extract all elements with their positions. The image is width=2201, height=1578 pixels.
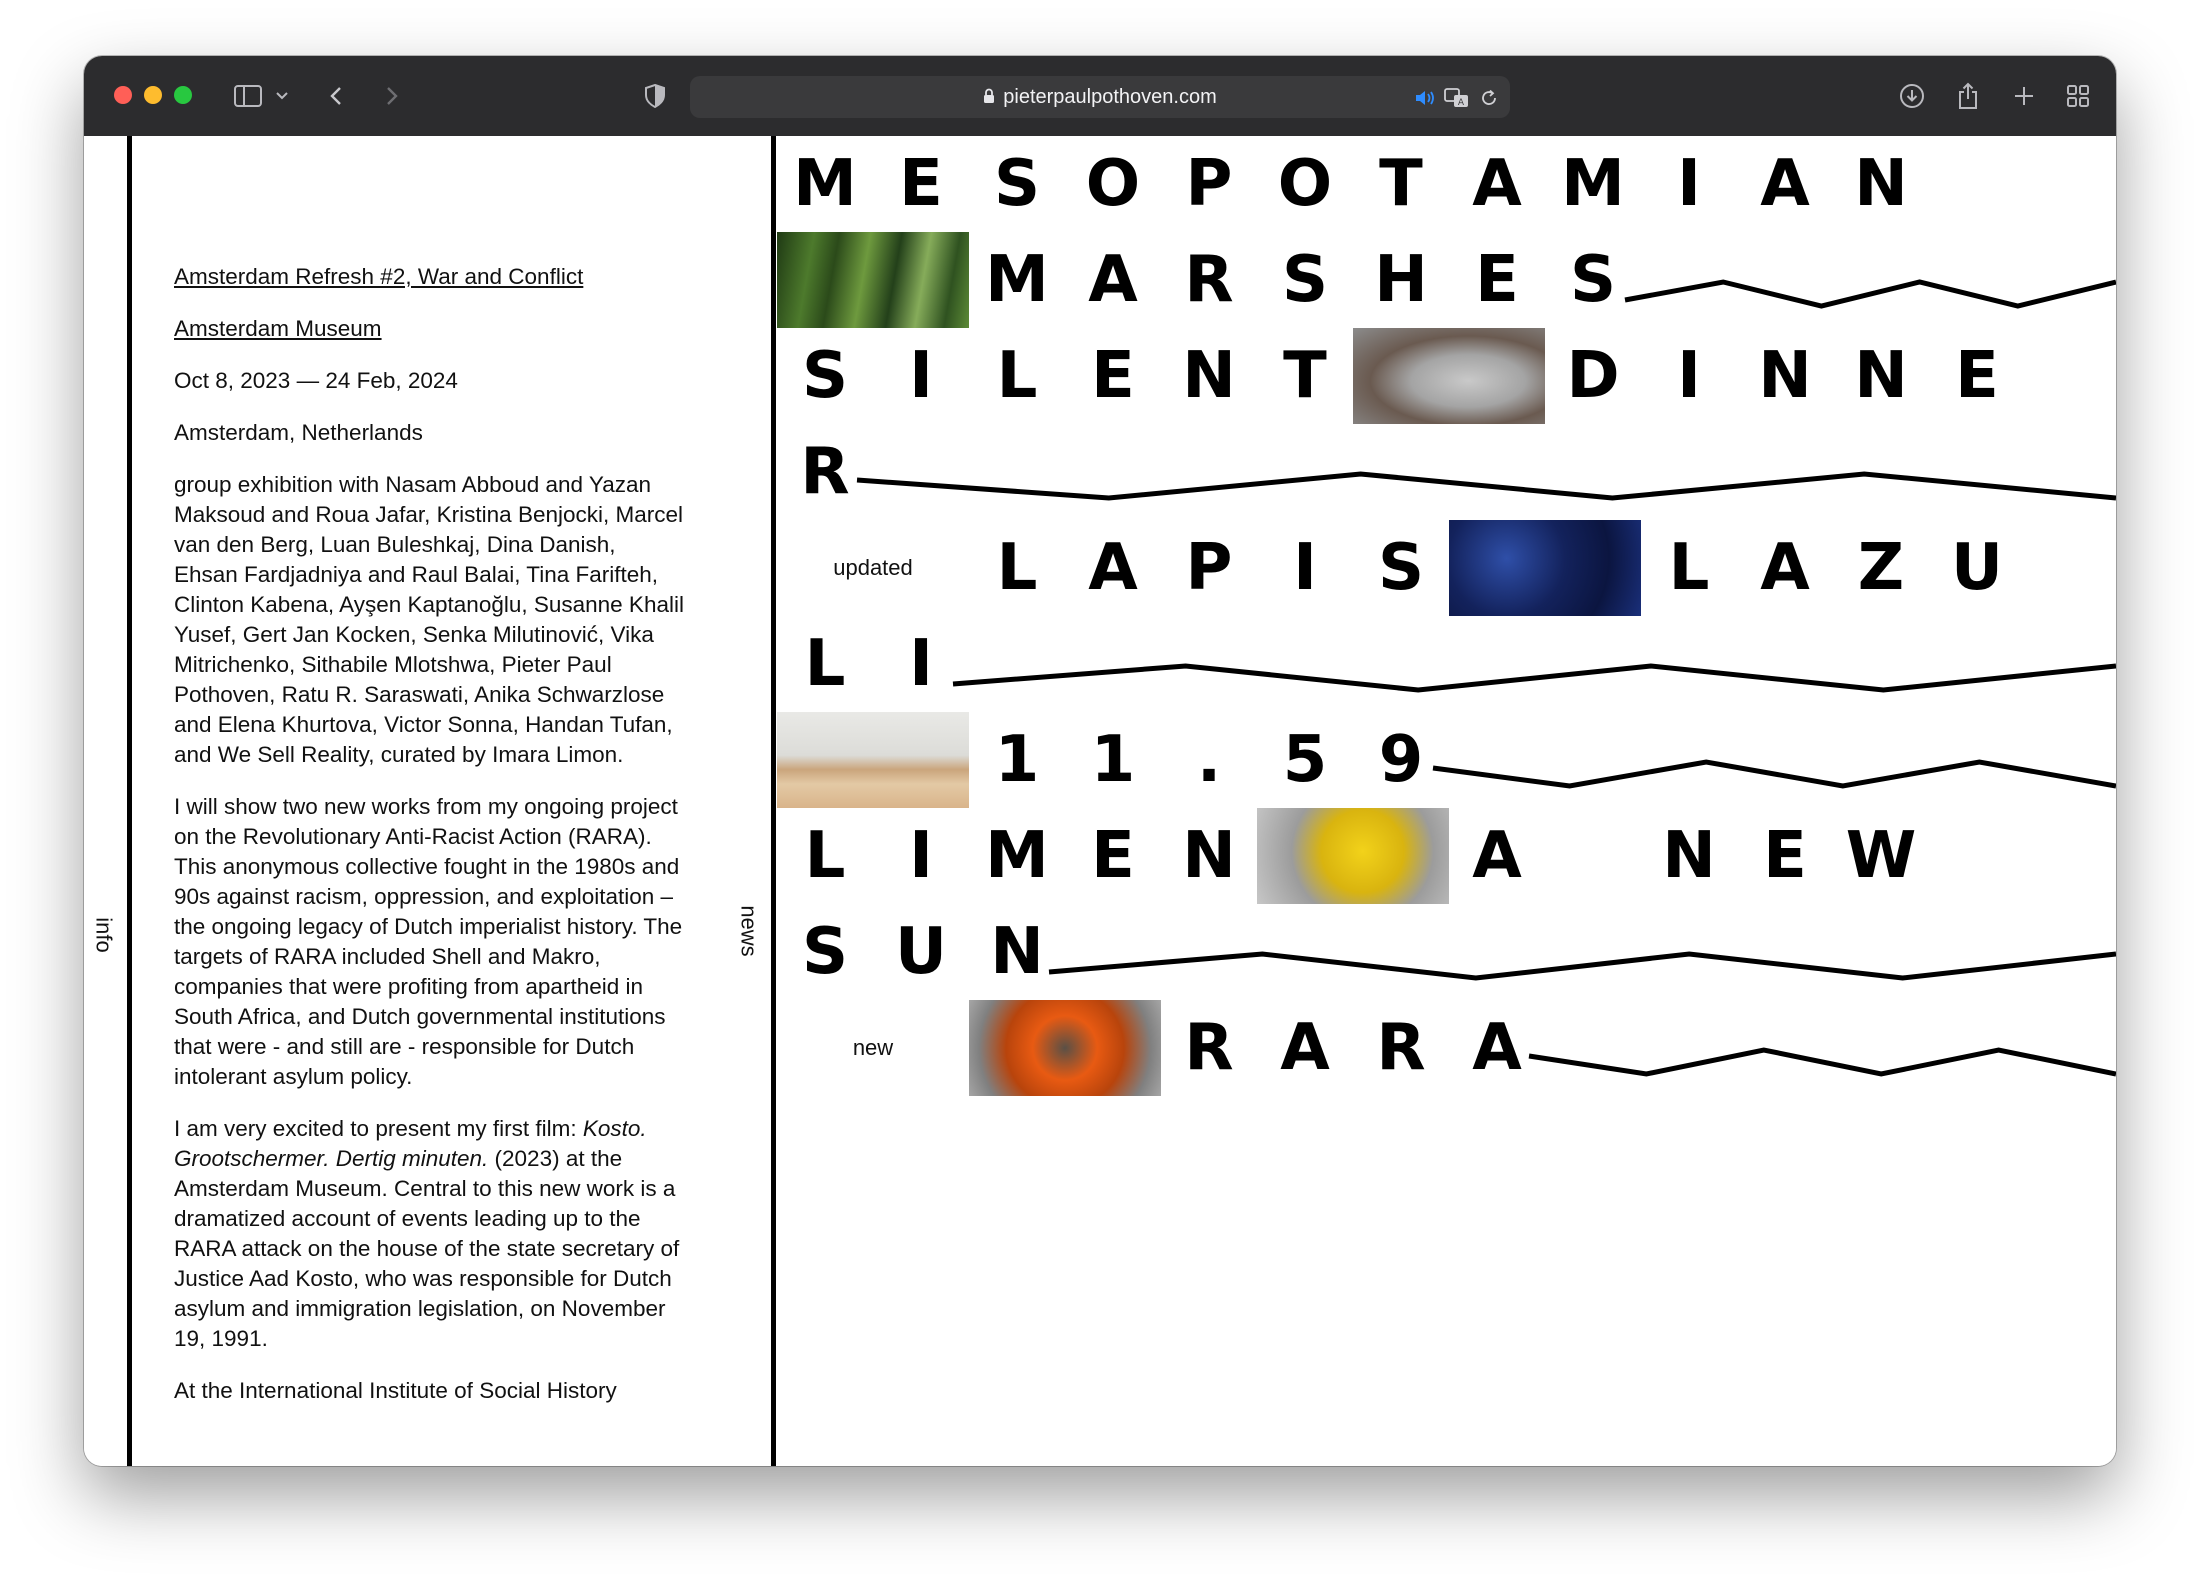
info-divider <box>127 136 132 1466</box>
lock-icon <box>983 77 995 119</box>
zigzag-line <box>1625 282 2116 306</box>
film-paragraph <box>174 1114 684 1354</box>
news-letter[interactable]: U <box>1951 531 2003 605</box>
news-letter[interactable]: T <box>1379 147 1423 221</box>
news-letter[interactable]: N <box>1854 147 1908 221</box>
news-letter[interactable]: O <box>1277 147 1333 221</box>
news-letter[interactable]: N <box>990 915 1044 989</box>
news-letter[interactable]: P <box>1185 147 1233 221</box>
reload-icon[interactable] <box>1476 80 1502 116</box>
news-letter[interactable]: S <box>801 339 849 413</box>
news-letter[interactable]: 1 <box>994 723 1040 797</box>
news-letter[interactable]: E <box>1091 339 1135 413</box>
news-letter[interactable]: M <box>985 819 1049 893</box>
news-separator-lines <box>777 136 2116 1136</box>
news-letter[interactable]: E <box>1763 819 1807 893</box>
download-icon[interactable] <box>1894 78 1930 114</box>
news-letter[interactable]: I <box>1677 339 1701 413</box>
news-letter[interactable]: L <box>804 819 846 893</box>
rara-paragraph: I will show two new works from my ongoing project on the Revolutionary Anti-Racist Action (RARA). This anonymous collective fought in the 1980s and 90s against racism, oppression, and exploitation – the ongoing legacy of Dutch imperialist history. The targets of RARA included Shell and Makro, companies that were profiting from apartheid in South Africa, and Dutch governmental institutions that were - and still are - responsible for Dutch intolerant asylum policy. <box>174 794 683 1089</box>
news-letter[interactable]: E <box>1955 339 1999 413</box>
zigzag-line <box>857 474 2116 498</box>
svg-text:A: A <box>1457 98 1465 108</box>
url-text: pieterpaulpothoven.com <box>1003 86 1217 108</box>
iish-paragraph: At the International Institute of Social History <box>174 1378 617 1403</box>
new-tab-plus-icon[interactable] <box>2006 78 2042 114</box>
news-letter[interactable]: R <box>1184 243 1234 317</box>
news-letter[interactable]: . <box>1196 723 1222 797</box>
chevron-down-icon[interactable] <box>272 78 292 114</box>
news-letter[interactable]: L <box>996 339 1038 413</box>
news-letter[interactable]: M <box>985 243 1049 317</box>
minimize-window-button[interactable] <box>144 86 162 104</box>
news-letter[interactable]: N <box>1662 819 1716 893</box>
news-letter[interactable]: A <box>1472 1011 1522 1085</box>
news-letter[interactable]: S <box>801 915 849 989</box>
news-letter[interactable]: M <box>793 147 857 221</box>
participants-paragraph: group exhibition with Nasam Abboud and Yazan Maksoud and Roua Jafar, Kristina Benjocki, Marcel van den Berg, Luan Buleshkaj, Dina Danish, Ehsan Fardjadniya and Raul Balai, Tina Farifteh, Clinton Kabena, Ayşen Kaptanoğlu, Susanne Khalil Yusef, Gert Jan Kocken, Senka Milutinović, Vika Mitrichenko, Sithabile Mlotshwa, Pieter Paul Pothoven, Ratu R. Saraswati, Anika Schwarzlose and Elena Khurtova, Victor Sonna, Handan Tufan, and We Sell Reality, curated by Imara Limon. <box>174 472 684 767</box>
news-letter[interactable]: E <box>1475 243 1519 317</box>
tab-overview-icon[interactable] <box>2060 78 2096 114</box>
news-letter[interactable]: R <box>1376 1011 1426 1085</box>
translate-icon[interactable] <box>1442 80 1472 116</box>
forward-arrow-icon[interactable] <box>380 78 404 114</box>
film-description: (2023) at the Amsterdam Museum. Central to this new work is a dramatized account of events leading up to the RARA attack on the house of the state secretary of Justice Aad Kosto, who was responsible for Dutch asylum and immigration legislation, on November 19, 1991. <box>174 1146 680 1351</box>
info-column <box>174 262 684 1428</box>
news-letter[interactable]: I <box>1293 531 1317 605</box>
venue-link[interactable]: Amsterdam Museum <box>174 316 382 341</box>
film-title: Kosto. Grootschermer. Dertig minuten. <box>174 1116 647 1171</box>
news-letter[interactable]: N <box>1854 339 1908 413</box>
news-letter[interactable]: S <box>1569 243 1617 317</box>
news-letter[interactable]: A <box>1472 147 1522 221</box>
news-letter[interactable]: I <box>909 339 933 413</box>
exhibition-dates: Oct 8, 2023 — 24 Feb, 2024 <box>174 368 458 393</box>
share-icon[interactable] <box>1950 78 1986 114</box>
news-letter[interactable]: A <box>1472 819 1522 893</box>
news-letter[interactable]: T <box>1283 339 1327 413</box>
news-letter[interactable]: E <box>1091 819 1135 893</box>
url-display[interactable] <box>690 76 1510 118</box>
news-letter[interactable]: S <box>1377 531 1425 605</box>
news-letter[interactable]: A <box>1088 531 1138 605</box>
news-letter[interactable]: A <box>1088 243 1138 317</box>
news-letter[interactable]: E <box>899 147 943 221</box>
news-letter[interactable]: R <box>1184 1011 1234 1085</box>
news-tag-new: new <box>852 1035 894 1060</box>
address-bar[interactable] <box>690 76 1510 118</box>
sidebar-toggle-icon[interactable] <box>230 78 266 114</box>
news-letter[interactable]: M <box>1561 147 1625 221</box>
zigzag-line <box>953 666 2116 690</box>
zigzag-line <box>1529 1050 2116 1074</box>
news-letter[interactable]: L <box>804 627 846 701</box>
privacy-shield-icon[interactable] <box>640 78 670 114</box>
news-letter[interactable]: R <box>800 435 850 509</box>
news-letter[interactable]: N <box>1182 339 1236 413</box>
news-letter[interactable]: I <box>909 819 933 893</box>
news-letter[interactable]: S <box>993 147 1041 221</box>
news-letter[interactable]: L <box>996 531 1038 605</box>
news-letter[interactable]: I <box>1677 147 1701 221</box>
zigzag-line <box>1433 762 2116 786</box>
zoom-window-button[interactable] <box>174 86 192 104</box>
exhibition-link[interactable]: Amsterdam Refresh #2, War and Conflict <box>174 264 584 289</box>
browser-window <box>84 56 2116 1466</box>
news-letter[interactable]: N <box>1758 339 1812 413</box>
news-letter[interactable]: U <box>895 915 947 989</box>
news-letter[interactable]: W <box>1845 819 1917 893</box>
film-intro: I am very excited to present my first film: <box>174 1116 583 1141</box>
news-letter[interactable]: P <box>1185 531 1233 605</box>
news-letter[interactable]: D <box>1566 339 1620 413</box>
news-letter[interactable]: I <box>909 627 933 701</box>
browser-toolbar <box>84 56 2116 136</box>
exhibition-location: Amsterdam, Netherlands <box>174 420 423 445</box>
zigzag-line <box>1049 954 2116 978</box>
news-grid <box>777 136 2116 1466</box>
news-letter[interactable]: Z <box>1857 531 1905 605</box>
news-letter[interactable]: 1 <box>1090 723 1136 797</box>
close-window-button[interactable] <box>114 86 132 104</box>
speaker-icon[interactable] <box>1412 80 1438 116</box>
news-letter[interactable]: S <box>1281 243 1329 317</box>
news-letter[interactable]: A <box>1280 1011 1330 1085</box>
news-letter[interactable]: A <box>1760 147 1810 221</box>
info-tab[interactable]: info <box>91 917 117 953</box>
news-letter[interactable]: H <box>1374 243 1428 317</box>
news-letter[interactable]: 5 <box>1282 723 1328 797</box>
web-page <box>84 136 2116 1466</box>
news-letter[interactable]: L <box>1668 531 1710 605</box>
news-tab[interactable]: news <box>736 905 762 957</box>
back-arrow-icon[interactable] <box>324 78 348 114</box>
news-divider <box>771 136 776 1466</box>
news-letter[interactable]: N <box>1182 819 1236 893</box>
news-letter[interactable]: O <box>1085 147 1141 221</box>
news-letter[interactable]: A <box>1760 531 1810 605</box>
news-tag-updated: updated <box>833 555 913 580</box>
news-letter[interactable]: 9 <box>1378 723 1424 797</box>
